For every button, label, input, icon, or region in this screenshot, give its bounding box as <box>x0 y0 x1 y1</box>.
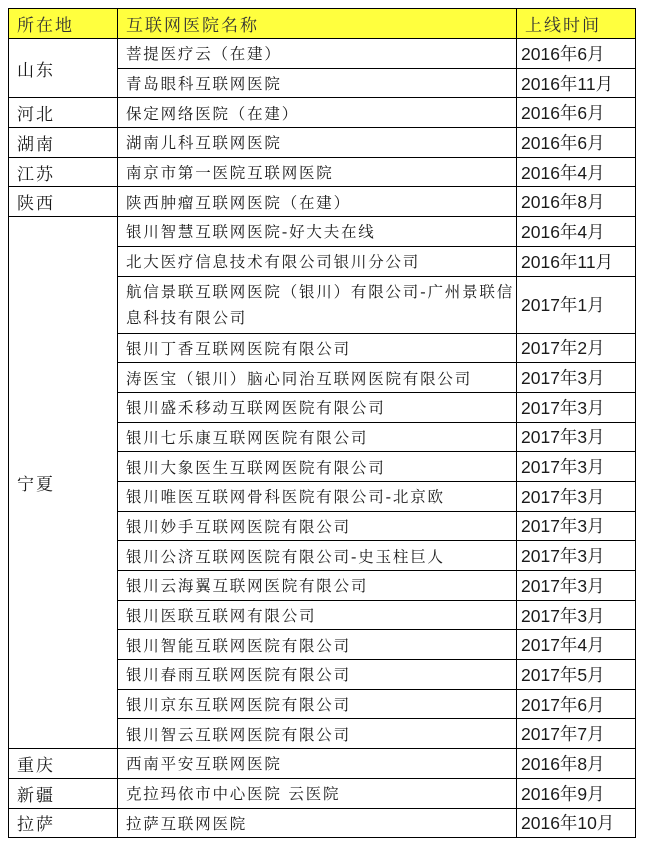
hospital-name-cell: 银川智慧互联网医院-好大夫在线 <box>118 217 517 247</box>
launch-date-cell: 2017年5月 <box>517 660 636 690</box>
hospital-name-cell: 保定网络医院（在建） <box>118 98 517 128</box>
table-row <box>9 187 636 217</box>
hospital-name-cell: 西南平安互联网医院 <box>118 749 517 779</box>
hospital-name-cell: 菩提医疗云（在建） <box>118 39 517 69</box>
table-row <box>9 128 636 158</box>
hospital-name-cell: 航信景联互联网医院（银川）有限公司-广州景联信息科技有限公司 <box>118 276 517 333</box>
hospital-name-cell: 银川云海翼互联网医院有限公司 <box>118 571 517 601</box>
table-row <box>9 39 636 69</box>
region-cell: 新疆 <box>9 778 118 808</box>
header-launch-date: 上线时间 <box>517 9 636 39</box>
launch-date-cell: 2017年7月 <box>517 719 636 749</box>
launch-date-cell: 2017年3月 <box>517 600 636 630</box>
hospital-name-cell: 银川京东互联网医院有限公司 <box>118 689 517 719</box>
hospital-name-cell: 银川智云互联网医院有限公司 <box>118 719 517 749</box>
launch-date-cell: 2017年4月 <box>517 630 636 660</box>
launch-date-cell: 2017年1月 <box>517 276 636 333</box>
launch-date-cell: 2017年6月 <box>517 689 636 719</box>
launch-date-cell: 2017年3月 <box>517 511 636 541</box>
region-cell: 湖南 <box>9 128 118 158</box>
launch-date-cell: 2017年3月 <box>517 422 636 452</box>
hospital-name-cell: 银川医联互联网有限公司 <box>118 600 517 630</box>
hospital-name-cell: 银川妙手互联网医院有限公司 <box>118 511 517 541</box>
region-cell: 陕西 <box>9 187 118 217</box>
launch-date-cell: 2016年11月 <box>517 246 636 276</box>
header-region: 所在地 <box>9 9 118 39</box>
launch-date-cell: 2017年3月 <box>517 363 636 393</box>
region-cell: 重庆 <box>9 749 118 779</box>
hospital-name-cell: 拉萨互联网医院 <box>118 808 517 838</box>
region-cell: 宁夏 <box>9 217 118 749</box>
hospital-name-cell: 陕西肿瘤互联网医院（在建） <box>118 187 517 217</box>
hospital-name-cell: 克拉玛依市中心医院 云医院 <box>118 778 517 808</box>
table-body <box>9 39 636 838</box>
table-row <box>9 749 636 779</box>
launch-date-cell: 2017年3月 <box>517 452 636 482</box>
launch-date-cell: 2017年3月 <box>517 571 636 601</box>
hospital-name-cell: 银川盛禾移动互联网医院有限公司 <box>118 392 517 422</box>
hospital-name-cell: 涛医宝（银川）脑心同治互联网医院有限公司 <box>118 363 517 393</box>
hospital-name-cell: 银川丁香互联网医院有限公司 <box>118 333 517 363</box>
hospital-name-cell: 银川春雨互联网医院有限公司 <box>118 660 517 690</box>
hospital-name-cell: 银川智能互联网医院有限公司 <box>118 630 517 660</box>
hospital-name-cell: 银川公济互联网医院有限公司-史玉柱巨人 <box>118 541 517 571</box>
launch-date-cell: 2016年6月 <box>517 98 636 128</box>
launch-date-cell: 2017年3月 <box>517 392 636 422</box>
hospital-name-cell: 银川唯医互联网骨科医院有限公司-北京欧 <box>118 481 517 511</box>
region-cell: 拉萨 <box>9 808 118 838</box>
launch-date-cell: 2016年6月 <box>517 39 636 69</box>
hospital-name-cell: 南京市第一医院互联网医院 <box>118 157 517 187</box>
launch-date-cell: 2016年6月 <box>517 128 636 158</box>
launch-date-cell: 2016年11月 <box>517 68 636 98</box>
hospital-name-cell: 银川七乐康互联网医院有限公司 <box>118 422 517 452</box>
hospital-name-cell: 北大医疗信息技术有限公司银川分公司 <box>118 246 517 276</box>
launch-date-cell: 2016年4月 <box>517 157 636 187</box>
table-row <box>9 157 636 187</box>
launch-date-cell: 2016年8月 <box>517 749 636 779</box>
table-row <box>9 98 636 128</box>
table-row <box>9 778 636 808</box>
hospital-name-cell: 青岛眼科互联网医院 <box>118 68 517 98</box>
table-row <box>9 808 636 838</box>
launch-date-cell: 2017年2月 <box>517 333 636 363</box>
launch-date-cell: 2016年10月 <box>517 808 636 838</box>
launch-date-cell: 2016年8月 <box>517 187 636 217</box>
launch-date-cell: 2016年4月 <box>517 217 636 247</box>
internet-hospital-table <box>8 8 636 838</box>
hospital-name-cell: 湖南儿科互联网医院 <box>118 128 517 158</box>
table-row <box>9 217 636 247</box>
header-row <box>9 9 636 39</box>
launch-date-cell: 2017年3月 <box>517 541 636 571</box>
header-hospital-name: 互联网医院名称 <box>118 9 517 39</box>
region-cell: 河北 <box>9 98 118 128</box>
hospital-name-cell: 银川大象医生互联网医院有限公司 <box>118 452 517 482</box>
region-cell: 江苏 <box>9 157 118 187</box>
launch-date-cell: 2017年3月 <box>517 481 636 511</box>
launch-date-cell: 2016年9月 <box>517 778 636 808</box>
region-cell: 山东 <box>9 39 118 98</box>
